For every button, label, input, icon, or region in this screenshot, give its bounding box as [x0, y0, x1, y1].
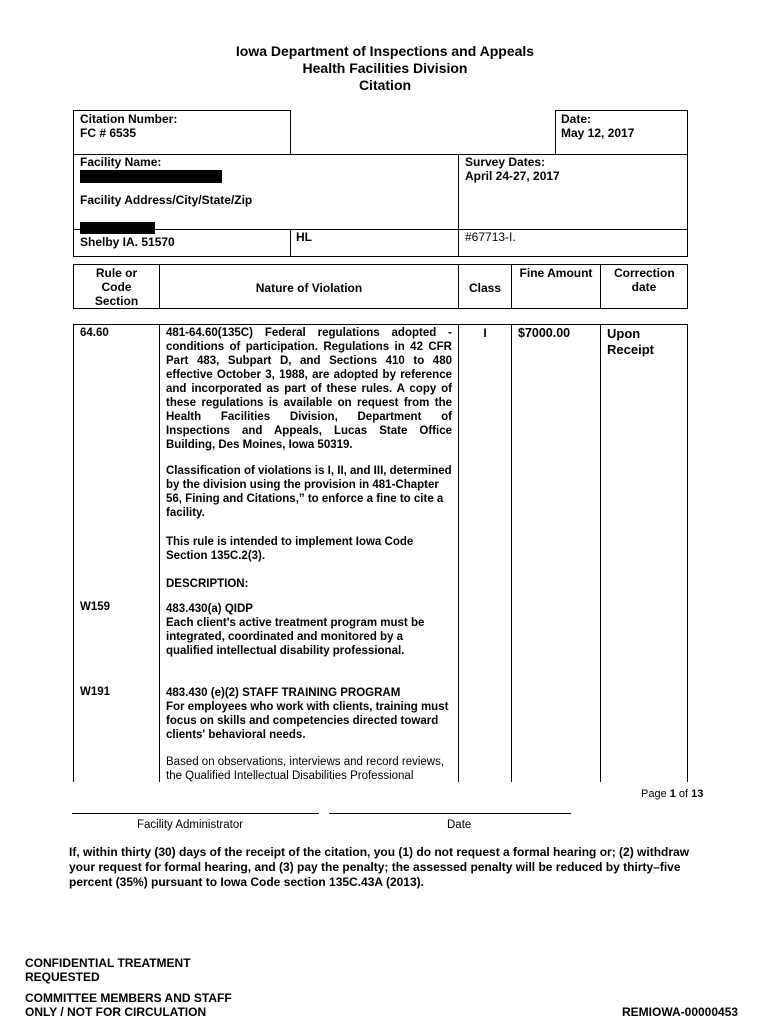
admin-signature-label: Facility Administrator [137, 819, 244, 831]
date-signature-label: Date [447, 819, 472, 831]
header-line-1: Iowa Department of Inspections and Appeals [235, 43, 535, 59]
requirement-text: Each client's active treatment program must be integrated, coordinated and monitored by a qualified intellectual disability professional. [166, 617, 425, 657]
page-number [641, 788, 703, 801]
findings-text: Based on observations, interviews and record reviews, the Qualified Intellectual Disabilities Professional [166, 756, 445, 782]
col-nature-header: Nature of Violation [255, 281, 363, 295]
city-value: Shelby IA. 51570 [80, 235, 175, 249]
committee-line-2: ONLY / NOT FOR CIRCULATION [25, 1005, 207, 1019]
col-rule-header: Rule or Code Section [94, 266, 139, 308]
committee-line-1: COMMITTEE MEMBERS AND STAFF [25, 991, 232, 1005]
license-number: #67713-I. [465, 230, 516, 244]
col-correction-header: Correction date [614, 266, 675, 294]
confidential-line-1: CONFIDENTIAL TREATMENT [25, 956, 191, 970]
page-total: 13 [691, 788, 704, 800]
header-line-2: Health Facilities Division [302, 60, 468, 76]
bates-number: REMIOWA-00000453 [622, 1005, 739, 1019]
rule-code: W191 [80, 686, 111, 698]
admin-signature-line [72, 813, 319, 814]
facility-name-label: Facility Name: [80, 155, 162, 169]
header-line-3: Citation [358, 77, 412, 93]
page-current: 1 [669, 788, 676, 800]
fine-value: $7000.00 [518, 326, 571, 340]
col-class-header: Class [468, 281, 502, 295]
survey-dates-label: Survey Dates: [465, 155, 546, 169]
requirement-title: 483.430(a) QIDP [166, 603, 253, 615]
date-signature-line [329, 813, 571, 814]
hl-label: HL [296, 230, 312, 244]
rule-code: W159 [80, 601, 111, 613]
date-label: Date: [561, 112, 592, 126]
survey-dates-value: April 24-27, 2017 [465, 169, 560, 183]
requirement-text: For employees who work with clients, training must focus on skills and competencies directed toward clients' behavioral needs. [166, 701, 449, 741]
facility-address-label: Facility Address/City/State/Zip [80, 193, 253, 207]
page-of: of [675, 788, 692, 800]
class-value: I [483, 326, 487, 340]
confidential-line-2: REQUESTED [25, 970, 100, 984]
redaction-bar [80, 222, 155, 234]
rule-code: 64.60 [80, 327, 109, 339]
violation-paragraph: Classification of violations is I, II, and III, determined by the division using the provision in 481-Chapter 56, Fining and Citations,” to enforce a fine to cite a facility. [166, 465, 452, 519]
penalty-notice: If, within thirty (30) days of the receipt of the citation, you (1) do not request a formal hearing or; (2) withdraw your request for formal hearing, and (3) pay the penalty; the assessed penalty will be reduced by thirty–five percent (35%) pursuant to Iowa Code section 135C.43A (2013). [69, 845, 690, 889]
description-heading: DESCRIPTION: [166, 578, 249, 590]
citation-number-label: Citation Number: [80, 112, 178, 126]
page-prefix: Page [641, 788, 670, 800]
violation-paragraph: 481-64.60(135C) Federal regulations adopted - conditions of participation. Regulations in 42 CFR Part 483, Subpart D, and Sections 410 to 480 effective October 3, 1988, are adopted by reference and incorporated as part of these rules. A copy of these regulations is available on request from the Health Facilities Division, Department of Inspections and Appeals, Lucas State Office Building, Des Moines, Iowa 50319. [166, 327, 452, 451]
hl-box [290, 229, 459, 257]
requirement-title: 483.430 (e)(2) STAFF TRAINING PROGRAM [166, 687, 401, 699]
date-value: May 12, 2017 [561, 126, 635, 140]
correction-value: Upon Receipt [607, 326, 654, 357]
redaction-bar [80, 170, 222, 183]
col-fine-header: Fine Amount [519, 266, 593, 280]
citation-number-value: FC # 6535 [80, 126, 137, 140]
violation-paragraph: This rule is intended to implement Iowa Code Section 135C.2(3). [166, 536, 414, 562]
